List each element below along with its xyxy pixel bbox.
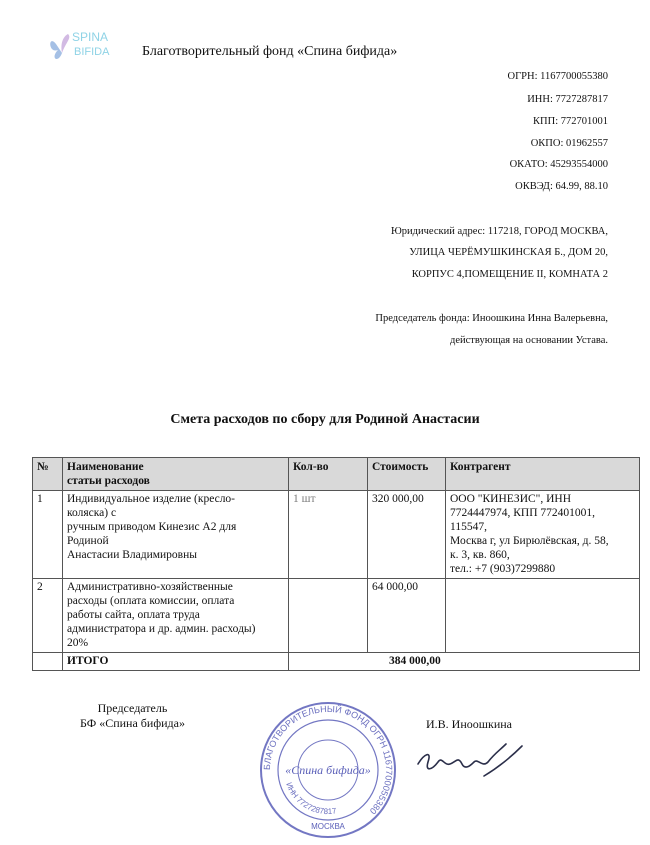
logo-line2: BIFIDA	[74, 46, 110, 58]
signature-scribble-icon	[410, 736, 530, 786]
total-label: ИТОГО	[63, 653, 289, 671]
handwritten-signature	[410, 736, 530, 786]
row-qty	[289, 579, 368, 653]
row-num: 2	[33, 579, 63, 653]
table-row	[33, 491, 640, 579]
butterfly-logo-icon	[46, 26, 122, 68]
signatory-name: И.В. Иноошкина	[426, 717, 512, 731]
fund-logo	[46, 26, 122, 68]
stamp-inner-text: ИНН 7727287817	[284, 781, 338, 817]
req-okpo: ОКПО: 01962557	[530, 138, 608, 149]
stamp-bottom-text: МОСКВА	[311, 822, 345, 831]
position-line-2: БФ «Спина бифида»	[80, 716, 185, 730]
header-num: №	[33, 458, 63, 491]
total-empty-cell	[33, 653, 63, 671]
req-inn: ИНН: 7727287817	[527, 94, 608, 105]
row-contractor: ООО "КИНЕЗИС", ИНН 7724447974, КПП 772401001, 115547, Москва г, ул Бирюлёвская, д. 58, к. 3, кв. 860, тел.: +7 (903)7299880	[446, 491, 640, 579]
document-title: Смета расходов по сбору для Родиной Анастасии	[170, 412, 480, 427]
table-header-row	[33, 458, 640, 491]
stamp-seal-icon	[258, 700, 398, 840]
row-name: Административно-хозяйственные расходы (оплата комиссии, оплата работы сайта, оплата труда администратора и др. админ. расходы) 20%	[63, 579, 289, 653]
stamp-outer-text: БЛАГОТВОРИТЕЛЬНЫЙ ФОНД ОГРН 1167700055380	[261, 703, 395, 817]
signatory-position	[80, 701, 185, 731]
fund-stamp	[258, 700, 398, 840]
total-value: 384 000,00	[289, 653, 640, 671]
req-kpp: КПП: 772701001	[533, 116, 608, 127]
svg-text:ИНН 7727287817	[284, 781, 337, 816]
org-name: Благотворительный фонд «Спина бифида»	[142, 44, 398, 59]
row-num: 1	[33, 491, 63, 579]
row-contractor	[446, 579, 640, 653]
row-qty: 1 шт	[289, 491, 368, 579]
address-line-2: УЛИЦА ЧЕРЁМУШКИНСКАЯ Б., ДОМ 20,	[409, 247, 608, 258]
header-name: Наименование статьи расходов	[63, 458, 289, 491]
row-name: Индивидуальное изделие (кресло- коляска) с ручным приводом Кинезис А2 для Родиной Анастасии Владимировны	[63, 491, 289, 579]
total-row	[33, 653, 640, 671]
req-okved: ОКВЭД: 64.99, 88.10	[515, 181, 608, 192]
header-contractor: Контрагент	[446, 458, 640, 491]
row-cost: 64 000,00	[368, 579, 446, 653]
stamp-center-text: «Спина бифида»	[285, 763, 371, 777]
chairman-line-2: действующая на основании Устава.	[450, 335, 608, 346]
req-okato: ОКАТО: 45293554000	[509, 159, 608, 170]
header-cost: Стоимость	[368, 458, 446, 491]
address-line-1: Юридический адрес: 117218, ГОРОД МОСКВА,	[391, 226, 608, 237]
logo-line1: SPINA	[72, 30, 109, 44]
header-qty: Кол-во	[289, 458, 368, 491]
table-row	[33, 579, 640, 653]
estimate-table	[32, 457, 640, 671]
address-line-3: КОРПУС 4,ПОМЕЩЕНИЕ II, КОМНАТА 2	[411, 269, 608, 280]
req-ogrn: ОГРН: 1167700055380	[507, 71, 608, 82]
chairman-line-1: Председатель фонда: Иноошкина Инна Валерьевна,	[375, 313, 608, 324]
row-cost: 320 000,00	[368, 491, 446, 579]
position-line-1: Председатель	[97, 701, 168, 715]
